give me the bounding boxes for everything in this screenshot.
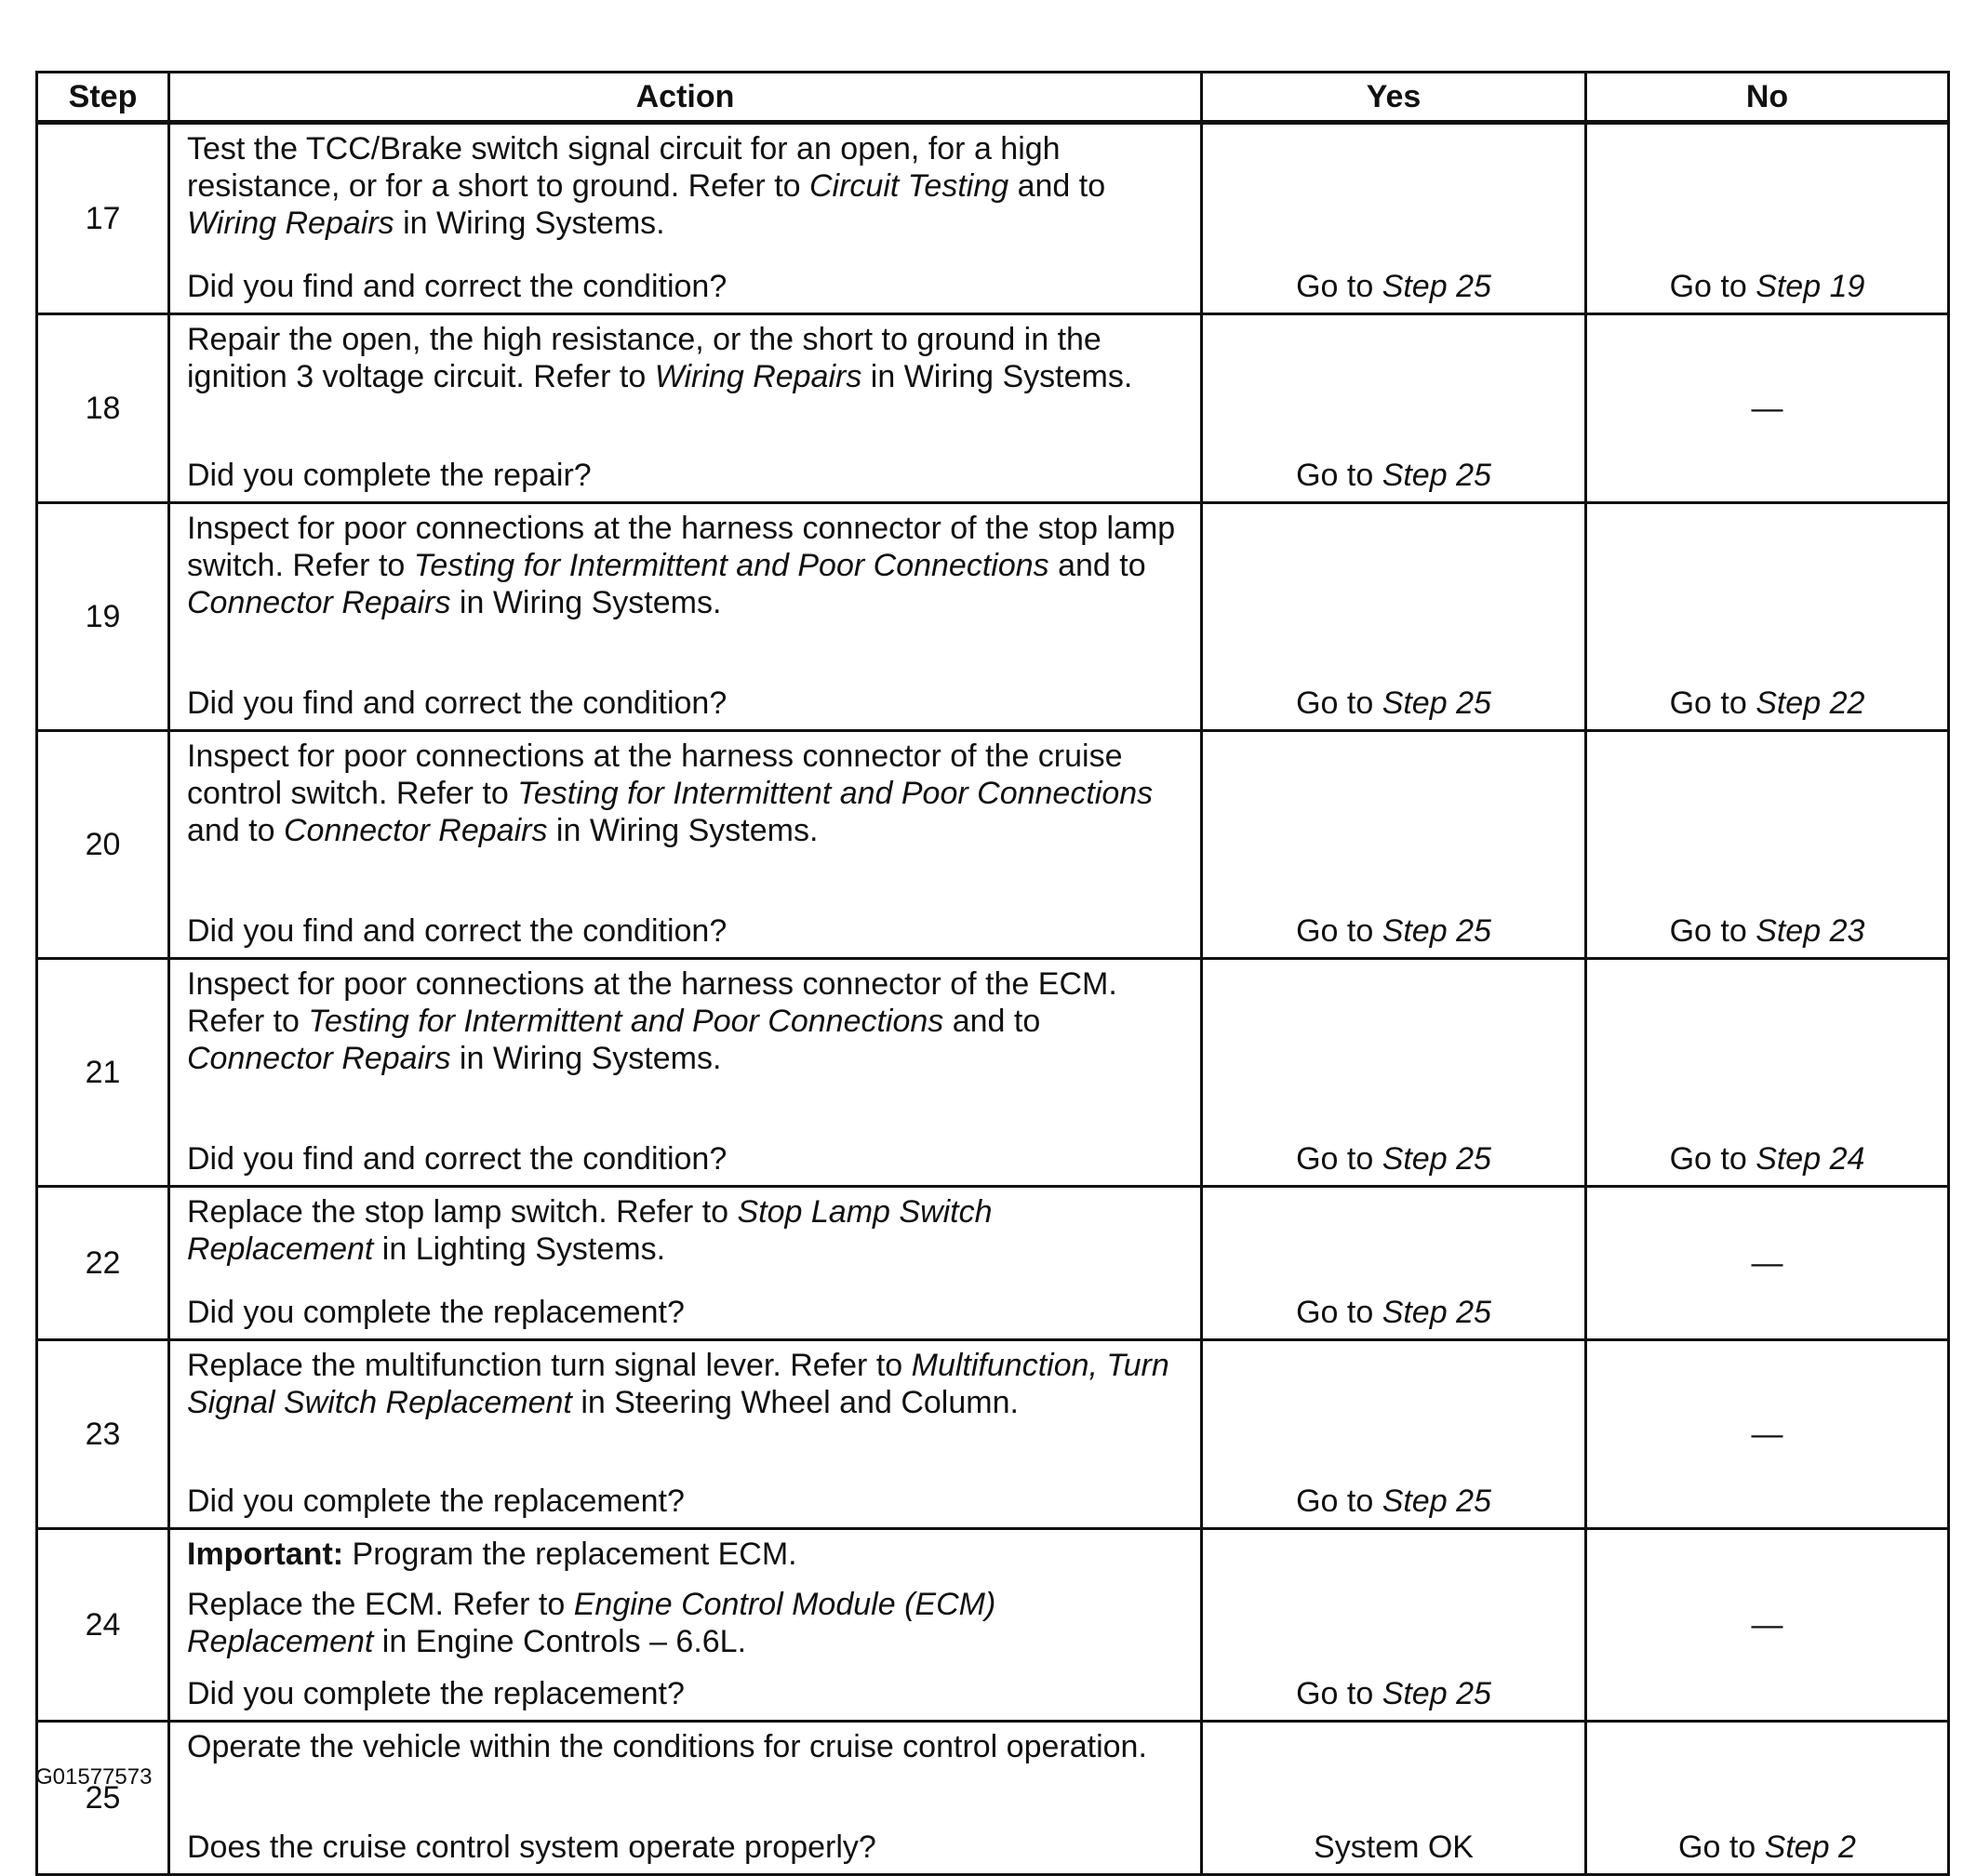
action-instruction: [187, 738, 1182, 849]
no-result: [1586, 959, 1949, 1187]
action-cell: [169, 1529, 1202, 1722]
no-result: [1586, 1722, 1949, 1875]
instruction-text: in Engine Controls – 6.6L.: [373, 1624, 747, 1659]
goto-step-reference: Step 25: [1382, 1676, 1491, 1711]
table-row: [37, 1340, 1949, 1529]
yes-result: [1202, 314, 1586, 503]
reference-link-text: Wiring Repairs: [654, 359, 862, 394]
no-result: [1586, 1529, 1949, 1722]
step-number: 21: [37, 959, 169, 1187]
step-number: 23: [37, 1340, 169, 1529]
step-number: 25: [37, 1722, 169, 1875]
table-row: [37, 1722, 1949, 1875]
action-question: Did you complete the replacement?: [187, 1295, 685, 1330]
result-text: System OK: [1314, 1829, 1474, 1865]
instruction-text: Inspect for poor connections at the harness connector of the stop lamp switch. Refer to: [187, 511, 1176, 583]
action-question: Did you complete the repair?: [187, 458, 592, 493]
instruction-text: Operate the vehicle within the conditions for cruise control operation.: [187, 1729, 1147, 1764]
no-result: [1586, 1340, 1949, 1529]
action-cell: [169, 1722, 1202, 1875]
action-cell: [169, 503, 1202, 731]
yes-result: [1202, 1722, 1586, 1875]
reference-link-text: Testing for Intermittent and Poor Connections: [517, 776, 1154, 811]
action-instruction: [187, 130, 1182, 242]
action-question: Did you complete the replacement?: [187, 1676, 685, 1711]
table-row: [37, 731, 1949, 959]
goto-prefix: Go to: [1669, 269, 1756, 304]
goto-step-reference: Step 24: [1756, 1141, 1865, 1177]
action-cell: [169, 123, 1202, 314]
action-question: Did you complete the replacement?: [187, 1484, 685, 1519]
action-instruction: [187, 510, 1182, 621]
instruction-text: Test the TCC/Brake switch signal circuit for an open, for a high resistance, or for a short to ground. Refer to: [187, 131, 1061, 204]
goto-step-reference: Step 19: [1756, 269, 1865, 304]
reference-link-text: Wiring Repairs: [187, 206, 394, 241]
goto-prefix: Go to: [1296, 269, 1382, 304]
step-number: 19: [37, 503, 169, 731]
important-text: Program the replacement ECM.: [343, 1537, 797, 1572]
reference-link-text: Connector Repairs: [283, 813, 548, 848]
instruction-text: in Lighting Systems.: [373, 1231, 666, 1267]
important-note: [187, 1536, 1182, 1573]
no-result: [1586, 731, 1949, 959]
important-label: Important:: [187, 1537, 344, 1572]
goto-prefix: Go to: [1296, 685, 1382, 721]
goto-step-reference: Step 25: [1382, 1141, 1491, 1177]
goto-step-reference: Step 22: [1756, 685, 1865, 721]
action-instruction: [187, 965, 1182, 1077]
no-result: [1586, 314, 1949, 503]
table-row: [37, 314, 1949, 503]
goto-prefix: Go to: [1296, 1484, 1382, 1519]
action-instruction: [187, 1347, 1182, 1421]
goto-prefix: Go to: [1669, 1141, 1756, 1177]
no-result: [1586, 123, 1949, 314]
action-question: Did you find and correct the condition?: [187, 269, 728, 304]
goto-prefix: Go to: [1296, 458, 1382, 493]
no-action-dash: —: [1751, 1417, 1783, 1452]
yes-result: [1202, 731, 1586, 959]
action-cell: [169, 1187, 1202, 1340]
action-question: Did you find and correct the condition?: [187, 1141, 728, 1177]
reference-link-text: Stop Lamp Switch Replacement: [187, 1194, 993, 1267]
yes-result: [1202, 1340, 1586, 1529]
instruction-text: in Wiring Systems.: [547, 813, 819, 848]
action-question: Did you find and correct the condition?: [187, 685, 728, 721]
yes-result: [1202, 503, 1586, 731]
header-row: [37, 73, 1949, 123]
goto-step-reference: Step 25: [1382, 913, 1491, 949]
action-instruction: [187, 321, 1182, 395]
table-row: [37, 123, 1949, 314]
yes-result: [1202, 1187, 1586, 1340]
goto-step-reference: Step 25: [1382, 685, 1491, 721]
no-result: [1586, 503, 1949, 731]
reference-link-text: Testing for Intermittent and Poor Connections: [413, 548, 1049, 583]
step-number: 18: [37, 314, 169, 503]
action-cell: [169, 1340, 1202, 1529]
table-body: [37, 123, 1949, 1875]
header-action: Action: [169, 73, 1202, 123]
reference-link-text: Connector Repairs: [187, 585, 451, 620]
reference-link-text: Engine Control Module (ECM) Replacement: [187, 1587, 996, 1659]
action-question: Did you find and correct the condition?: [187, 913, 728, 949]
goto-prefix: Go to: [1669, 685, 1756, 721]
action-cell: [169, 314, 1202, 503]
no-action-dash: —: [1751, 1245, 1783, 1281]
goto-prefix: Go to: [1296, 913, 1382, 949]
instruction-text: and to: [1048, 548, 1146, 583]
goto-prefix: Go to: [1296, 1295, 1382, 1330]
instruction-text: Repair the open, the high resistance, or the short to ground in the ignition 3 voltage circuit. Refer to: [187, 322, 1101, 394]
yes-result: [1202, 959, 1586, 1187]
no-result: [1586, 1187, 1949, 1340]
goto-prefix: Go to: [1296, 1141, 1382, 1177]
instruction-text: and to: [1008, 168, 1106, 204]
instruction-text: and to: [943, 1004, 1041, 1039]
step-number: 20: [37, 731, 169, 959]
step-number: 24: [37, 1529, 169, 1722]
goto-step-reference: Step 25: [1382, 458, 1491, 493]
yes-result: [1202, 1529, 1586, 1722]
instruction-text: Inspect for poor connections at the harness connector of the cruise control switch. Refer to: [187, 738, 1123, 811]
table-row: [37, 1529, 1949, 1722]
action-cell: [169, 731, 1202, 959]
step-number: 22: [37, 1187, 169, 1340]
table-row: [37, 1187, 1949, 1340]
reference-link-text: Circuit Testing: [809, 168, 1009, 204]
reference-link-text: Testing for Intermittent and Poor Connections: [308, 1004, 944, 1039]
header-no: No: [1586, 73, 1949, 123]
instruction-text: in Wiring Systems.: [394, 206, 665, 241]
diagnostic-table: [35, 71, 1950, 1876]
instruction-text: Replace the multifunction turn signal lever. Refer to: [187, 1348, 912, 1383]
instruction-text: Replace the ECM. Refer to: [187, 1587, 574, 1622]
goto-step-reference: Step 25: [1382, 1295, 1491, 1330]
instruction-text: in Wiring Systems.: [450, 585, 722, 620]
figure-id: G01577573: [35, 1764, 153, 1790]
instruction-text: in Wiring Systems.: [861, 359, 1133, 394]
yes-result: [1202, 123, 1586, 314]
instruction-text: in Steering Wheel and Column.: [571, 1385, 1019, 1420]
goto-step-reference: Step 25: [1382, 269, 1491, 304]
action-instruction: [187, 1586, 1182, 1660]
instruction-text: Replace the stop lamp switch. Refer to: [187, 1194, 738, 1230]
no-action-dash: —: [1751, 1607, 1783, 1643]
table-row: [37, 503, 1949, 731]
reference-link-text: Multifunction, Turn Signal Switch Replacement: [187, 1348, 1169, 1420]
goto-step-reference: Step 2: [1764, 1829, 1856, 1865]
goto-step-reference: Step 23: [1756, 913, 1865, 949]
action-instruction: [187, 1728, 1182, 1765]
instruction-text: and to: [187, 813, 284, 848]
step-number: 17: [37, 123, 169, 314]
no-action-dash: —: [1751, 391, 1783, 426]
action-cell: [169, 959, 1202, 1187]
header-step: Step: [37, 73, 169, 123]
goto-prefix: Go to: [1678, 1829, 1765, 1865]
reference-link-text: Connector Repairs: [187, 1041, 451, 1076]
goto-step-reference: Step 25: [1382, 1484, 1491, 1519]
action-question: Does the cruise control system operate properly?: [187, 1829, 876, 1865]
instruction-text: in Wiring Systems.: [450, 1041, 722, 1076]
instruction-text: Inspect for poor connections at the harness connector of the ECM. Refer to: [187, 966, 1117, 1039]
action-instruction: [187, 1193, 1182, 1268]
goto-prefix: Go to: [1296, 1676, 1382, 1711]
goto-prefix: Go to: [1669, 913, 1756, 949]
table-row: [37, 959, 1949, 1187]
header-yes: Yes: [1202, 73, 1586, 123]
